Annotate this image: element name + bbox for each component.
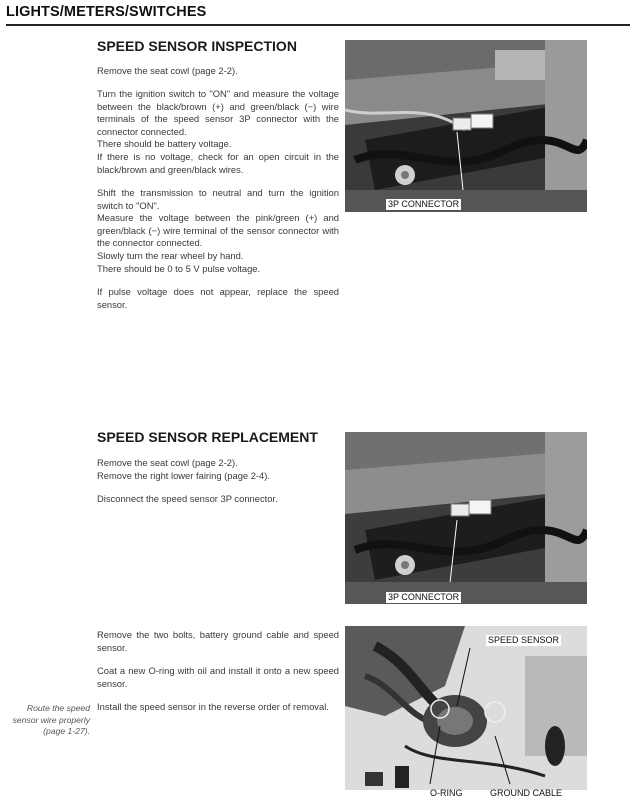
replacement-section-title: SPEED SENSOR REPLACEMENT <box>97 429 318 445</box>
replacement-connector-callout: 3P CONNECTOR <box>388 592 460 602</box>
inspection-voltage-instruction: Turn the ignition switch to "ON" and measure the voltage between the black/brown (+) and green/black (−) wire terminals of the speed sensor 3P connector with the connector connected. <box>97 88 339 137</box>
inspection-pulse-expected: There should be 0 to 5 V pulse voltage. <box>97 262 261 274</box>
inspection-pulse-measure: Measure the voltage between the pink/green (+) and green/black (−) wire terminal of the sensor connector with the connector connected. <box>97 212 339 249</box>
replacement-install: Install the speed sensor in the reverse order of removal. <box>97 701 329 712</box>
connector-photo-replacement <box>345 432 587 604</box>
inspection-turn-wheel: Slowly turn the rear wheel by hand. <box>97 249 244 261</box>
inspection-paragraph-pulse <box>97 187 339 275</box>
o-ring-callout: O-RING <box>430 788 463 798</box>
replacement-remove-bolts: Remove the two bolts, battery ground cable and speed sensor. <box>97 629 339 653</box>
replacement-disconnect: Disconnect the speed sensor 3P connector. <box>97 493 278 504</box>
inspection-voltage-expected: There should be battery voltage. <box>97 138 232 150</box>
replacement-paragraph-remove <box>97 457 339 482</box>
inspection-connector-callout: 3P CONNECTOR <box>388 199 460 209</box>
inspection-paragraph-voltage <box>97 88 339 176</box>
inspection-section-title: SPEED SENSOR INSPECTION <box>97 38 297 54</box>
inspection-step-remove-cowl: Remove the seat cowl (page 2-2). <box>97 65 238 76</box>
header-divider <box>6 24 630 26</box>
page-header-title: LIGHTS/METERS/SWITCHES <box>6 4 207 20</box>
connector-photo-inspection <box>345 40 587 212</box>
inspection-replace-note: If pulse voltage does not appear, replace the speed sensor. <box>97 286 339 310</box>
replacement-coat-oring: Coat a new O-ring with oil and install it onto a new speed sensor. <box>97 665 339 689</box>
ground-cable-callout: GROUND CABLE <box>490 788 563 798</box>
side-note-route-wire: Route the speed sensor wire properly (page 1-27). <box>12 703 90 736</box>
replacement-remove-fairing: Remove the right lower fairing (page 2-4). <box>97 469 270 481</box>
inspection-shift-neutral: Shift the transmission to neutral and turn the ignition switch to "ON". <box>97 187 339 211</box>
inspection-voltage-fault: If there is no voltage, check for an open circuit in the black/brown and green/black wires. <box>97 150 339 175</box>
speed-sensor-photo <box>345 626 587 790</box>
speed-sensor-callout: SPEED SENSOR <box>488 635 560 645</box>
replacement-remove-cowl: Remove the seat cowl (page 2-2). <box>97 457 238 468</box>
